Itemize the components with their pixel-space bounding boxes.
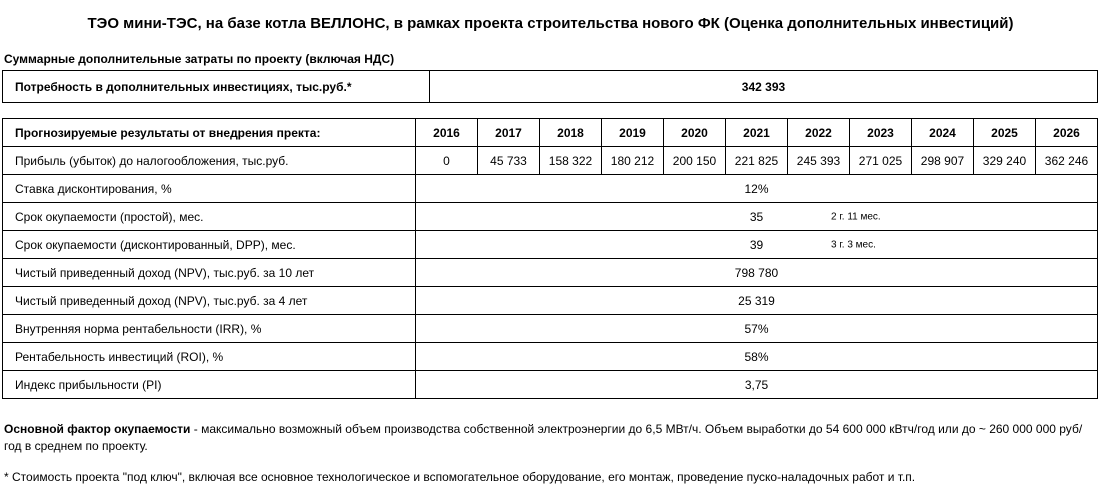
year-header-cell: 2024	[912, 119, 974, 147]
profit-value-cell: 298 907	[912, 147, 974, 175]
year-header-cell: 2020	[664, 119, 726, 147]
profit-value-cell: 0	[416, 147, 478, 175]
metric-row	[3, 343, 1098, 371]
metric-value: 798 780	[734, 265, 779, 280]
metric-value-cell	[416, 259, 1098, 287]
metric-note: 3 г. 3 мес.	[831, 239, 876, 250]
metric-value-cell	[416, 287, 1098, 315]
metric-note: 2 г. 11 мес.	[831, 211, 881, 222]
profit-value-cell: 271 025	[850, 147, 912, 175]
metric-row	[3, 287, 1098, 315]
investment-label: Потребность в дополнительных инвестициях, тыс.руб.*	[3, 71, 430, 103]
investment-row	[3, 71, 1098, 103]
profit-value-cell: 180 212	[602, 147, 664, 175]
metric-value: 12%	[744, 181, 769, 196]
profit-value-cell: 245 393	[788, 147, 850, 175]
year-header-cell: 2017	[478, 119, 540, 147]
metric-value-cell	[416, 371, 1098, 399]
metric-row	[3, 175, 1098, 203]
metric-label: Чистый приведенный доход (NPV), тыс.руб. за 4 лет	[3, 287, 416, 315]
metric-value-cell	[416, 175, 1098, 203]
metric-value-cell	[416, 231, 1098, 259]
year-header-cell: 2022	[788, 119, 850, 147]
section-subtitle: Суммарные дополнительные затраты по проекту (включая НДС)	[4, 52, 395, 66]
metric-row	[3, 203, 1098, 231]
investment-value: 342 393	[430, 71, 1098, 103]
metric-value: 57%	[744, 321, 769, 336]
footnote: * Стоимость проекта "под ключ", включая все основное технологическое и вспомогательное оборудование, его монтаж, проведение пуско-наладочных работ и т.п.	[4, 470, 916, 484]
profit-value-cell: 200 150	[664, 147, 726, 175]
year-header-cell: 2021	[726, 119, 788, 147]
page-title: ТЭО мини-ТЭС, на базе котла ВЕЛЛОНС, в рамках проекта строительства нового ФК (Оценка дополнительных инвестиций)	[87, 15, 1014, 32]
metric-label: Чистый приведенный доход (NPV), тыс.руб. за 10 лет	[3, 259, 416, 287]
metric-row	[3, 315, 1098, 343]
metric-value-cell	[416, 343, 1098, 371]
metric-label: Рентабельность инвестиций (ROI), %	[3, 343, 416, 371]
payback-factor-text	[4, 421, 1096, 455]
metric-label: Индекс прибыльности (PI)	[3, 371, 416, 399]
results-header-row	[3, 119, 1098, 147]
year-header-cell: 2016	[416, 119, 478, 147]
profit-value-cell: 329 240	[974, 147, 1036, 175]
metric-value: 39	[749, 237, 764, 252]
metric-row	[3, 231, 1098, 259]
results-header-label: Прогнозируемые результаты от внедрения пректа:	[3, 119, 416, 147]
metric-value: 3,75	[744, 377, 769, 392]
payback-factor-title: Основной фактор окупаемости	[4, 422, 191, 436]
metric-value-cell	[416, 203, 1098, 231]
metric-row	[3, 259, 1098, 287]
profit-value-cell: 45 733	[478, 147, 540, 175]
payback-factor-description: - максимально возможный объем производства собственной электроэнергии до 6,5 МВт/ч. Объем выработки до 54 600 000 кВтч/год или до ~ 260 000 000 руб/год в среднем по проекту.	[4, 422, 1083, 453]
profit-value-cell: 362 246	[1036, 147, 1098, 175]
profit-value-cell: 158 322	[540, 147, 602, 175]
investment-table	[2, 70, 1098, 103]
metric-label: Срок окупаемости (простой), мес.	[3, 203, 416, 231]
profit-row	[3, 147, 1098, 175]
metric-value: 58%	[744, 349, 769, 364]
metric-row	[3, 371, 1098, 399]
metric-value: 25 319	[738, 293, 775, 308]
results-table	[2, 118, 1098, 399]
year-header-cell: 2026	[1036, 119, 1098, 147]
profit-value-cell: 221 825	[726, 147, 788, 175]
year-header-cell: 2025	[974, 119, 1036, 147]
year-header-cell: 2019	[602, 119, 664, 147]
metric-value-cell	[416, 315, 1098, 343]
year-header-cell: 2018	[540, 119, 602, 147]
year-header-cell: 2023	[850, 119, 912, 147]
metric-label: Срок окупаемости (дисконтированный, DPP), мес.	[3, 231, 416, 259]
metric-value: 35	[749, 209, 764, 224]
metric-label: Внутренняя норма рентабельности (IRR), %	[3, 315, 416, 343]
profit-label: Прибыль (убыток) до налогообложения, тыс.руб.	[3, 147, 416, 175]
metric-label: Ставка дисконтирования, %	[3, 175, 416, 203]
